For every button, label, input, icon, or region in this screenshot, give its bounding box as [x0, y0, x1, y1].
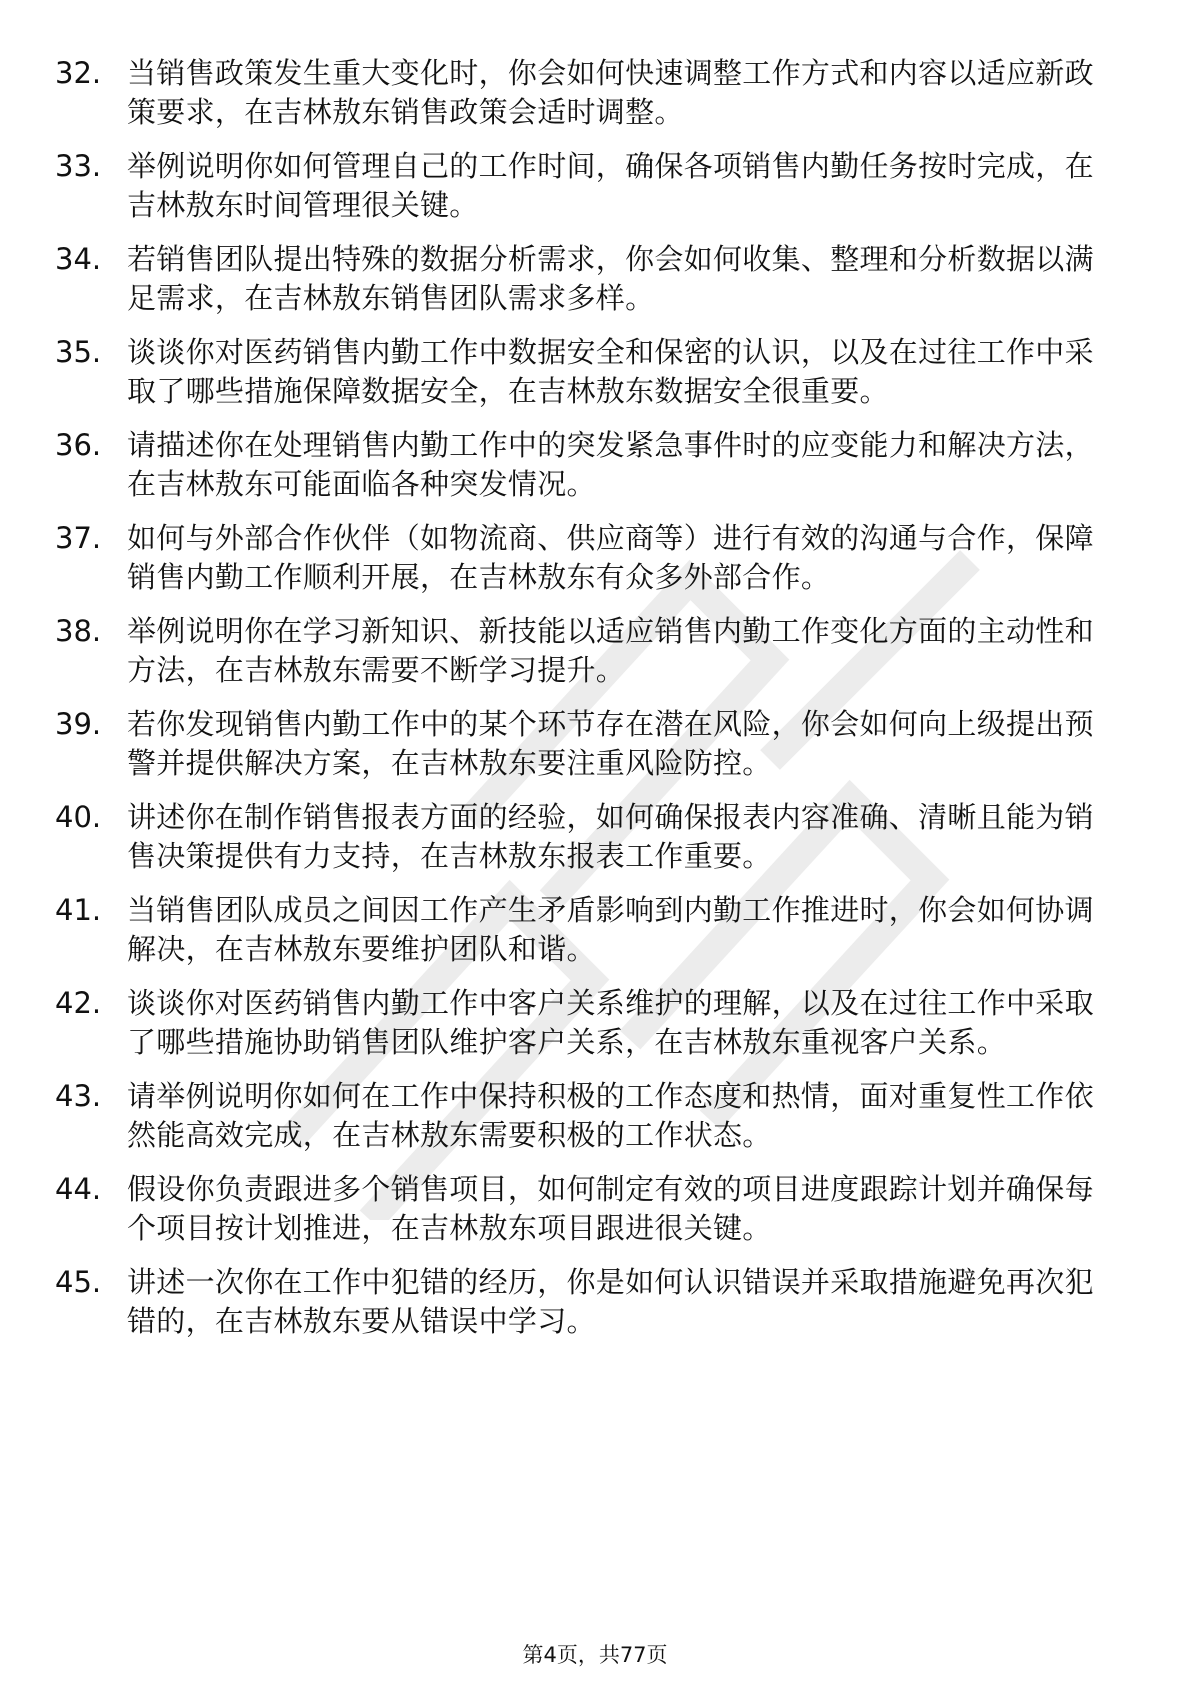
question-number: 36.	[55, 428, 102, 462]
list-item	[55, 147, 1105, 225]
question-number: 35.	[55, 335, 102, 369]
question-number: 38.	[55, 614, 102, 648]
question-text: 举例说明你在学习新知识、新技能以适应销售内勤工作变化方面的主动性和方法，在吉林敖东需要不断学习提升。	[127, 614, 1094, 687]
question-text: 举例说明你如何管理自己的工作时间，确保各项销售内勤任务按时完成，在吉林敖东时间管理很关键。	[127, 149, 1094, 222]
list-item	[55, 1263, 1105, 1341]
question-text: 当销售政策发生重大变化时，你会如何快速调整工作方式和内容以适应新政策要求，在吉林敖东销售政策会适时调整。	[127, 56, 1094, 129]
question-number: 42.	[55, 986, 102, 1020]
list-item	[55, 1077, 1105, 1155]
list-item	[55, 240, 1105, 318]
question-text: 讲述你在制作销售报表方面的经验，如何确保报表内容准确、清晰且能为销售决策提供有力支持，在吉林敖东报表工作重要。	[127, 800, 1094, 873]
list-item	[55, 612, 1105, 690]
list-item	[55, 798, 1105, 876]
list-item	[55, 519, 1105, 597]
question-text: 谈谈你对医药销售内勤工作中数据安全和保密的认识，以及在过往工作中采取了哪些措施保障数据安全，在吉林敖东数据安全很重要。	[127, 335, 1094, 408]
question-number: 39.	[55, 707, 102, 741]
question-number: 44.	[55, 1172, 102, 1206]
question-text: 讲述一次你在工作中犯错的经历，你是如何认识错误并采取措施避免再次犯错的，在吉林敖东要从错误中学习。	[127, 1265, 1094, 1338]
list-item	[55, 333, 1105, 411]
page-number-label: 第4页，共77页	[522, 1643, 668, 1667]
question-number: 40.	[55, 800, 102, 834]
question-text: 请描述你在处理销售内勤工作中的突发紧急事件时的应变能力和解决方法，在吉林敖东可能面临各种突发情况。	[127, 428, 1094, 501]
list-item	[55, 1170, 1105, 1248]
question-number: 41.	[55, 893, 102, 927]
question-text: 请举例说明你如何在工作中保持积极的工作态度和热情，面对重复性工作依然能高效完成，在吉林敖东需要积极的工作状态。	[127, 1079, 1094, 1152]
question-number: 32.	[55, 56, 102, 90]
question-text: 当销售团队成员之间因工作产生矛盾影响到内勤工作推进时，你会如何协调解决，在吉林敖东要维护团队和谐。	[127, 893, 1094, 966]
list-item	[55, 891, 1105, 969]
question-number: 37.	[55, 521, 102, 555]
list-item	[55, 984, 1105, 1062]
list-item	[55, 705, 1105, 783]
question-number: 34.	[55, 242, 102, 276]
question-text: 假设你负责跟进多个销售项目，如何制定有效的项目进度跟踪计划并确保每个项目按计划推进，在吉林敖东项目跟进很关键。	[127, 1172, 1094, 1245]
question-text: 若销售团队提出特殊的数据分析需求，你会如何收集、整理和分析数据以满足需求，在吉林敖东销售团队需求多样。	[127, 242, 1094, 315]
question-text: 谈谈你对医药销售内勤工作中客户关系维护的理解，以及在过往工作中采取了哪些措施协助销售团队维护客户关系，在吉林敖东重视客户关系。	[127, 986, 1094, 1059]
page-footer	[0, 1642, 1190, 1668]
question-number: 43.	[55, 1079, 102, 1113]
question-number: 45.	[55, 1265, 102, 1299]
question-text: 若你发现销售内勤工作中的某个环节存在潜在风险，你会如何向上级提出预警并提供解决方案，在吉林敖东要注重风险防控。	[127, 707, 1094, 780]
question-number: 33.	[55, 149, 102, 183]
list-item	[55, 426, 1105, 504]
question-list	[55, 54, 1105, 1356]
list-item	[55, 54, 1105, 132]
question-text: 如何与外部合作伙伴（如物流商、供应商等）进行有效的沟通与合作，保障销售内勤工作顺利开展，在吉林敖东有众多外部合作。	[127, 521, 1094, 594]
